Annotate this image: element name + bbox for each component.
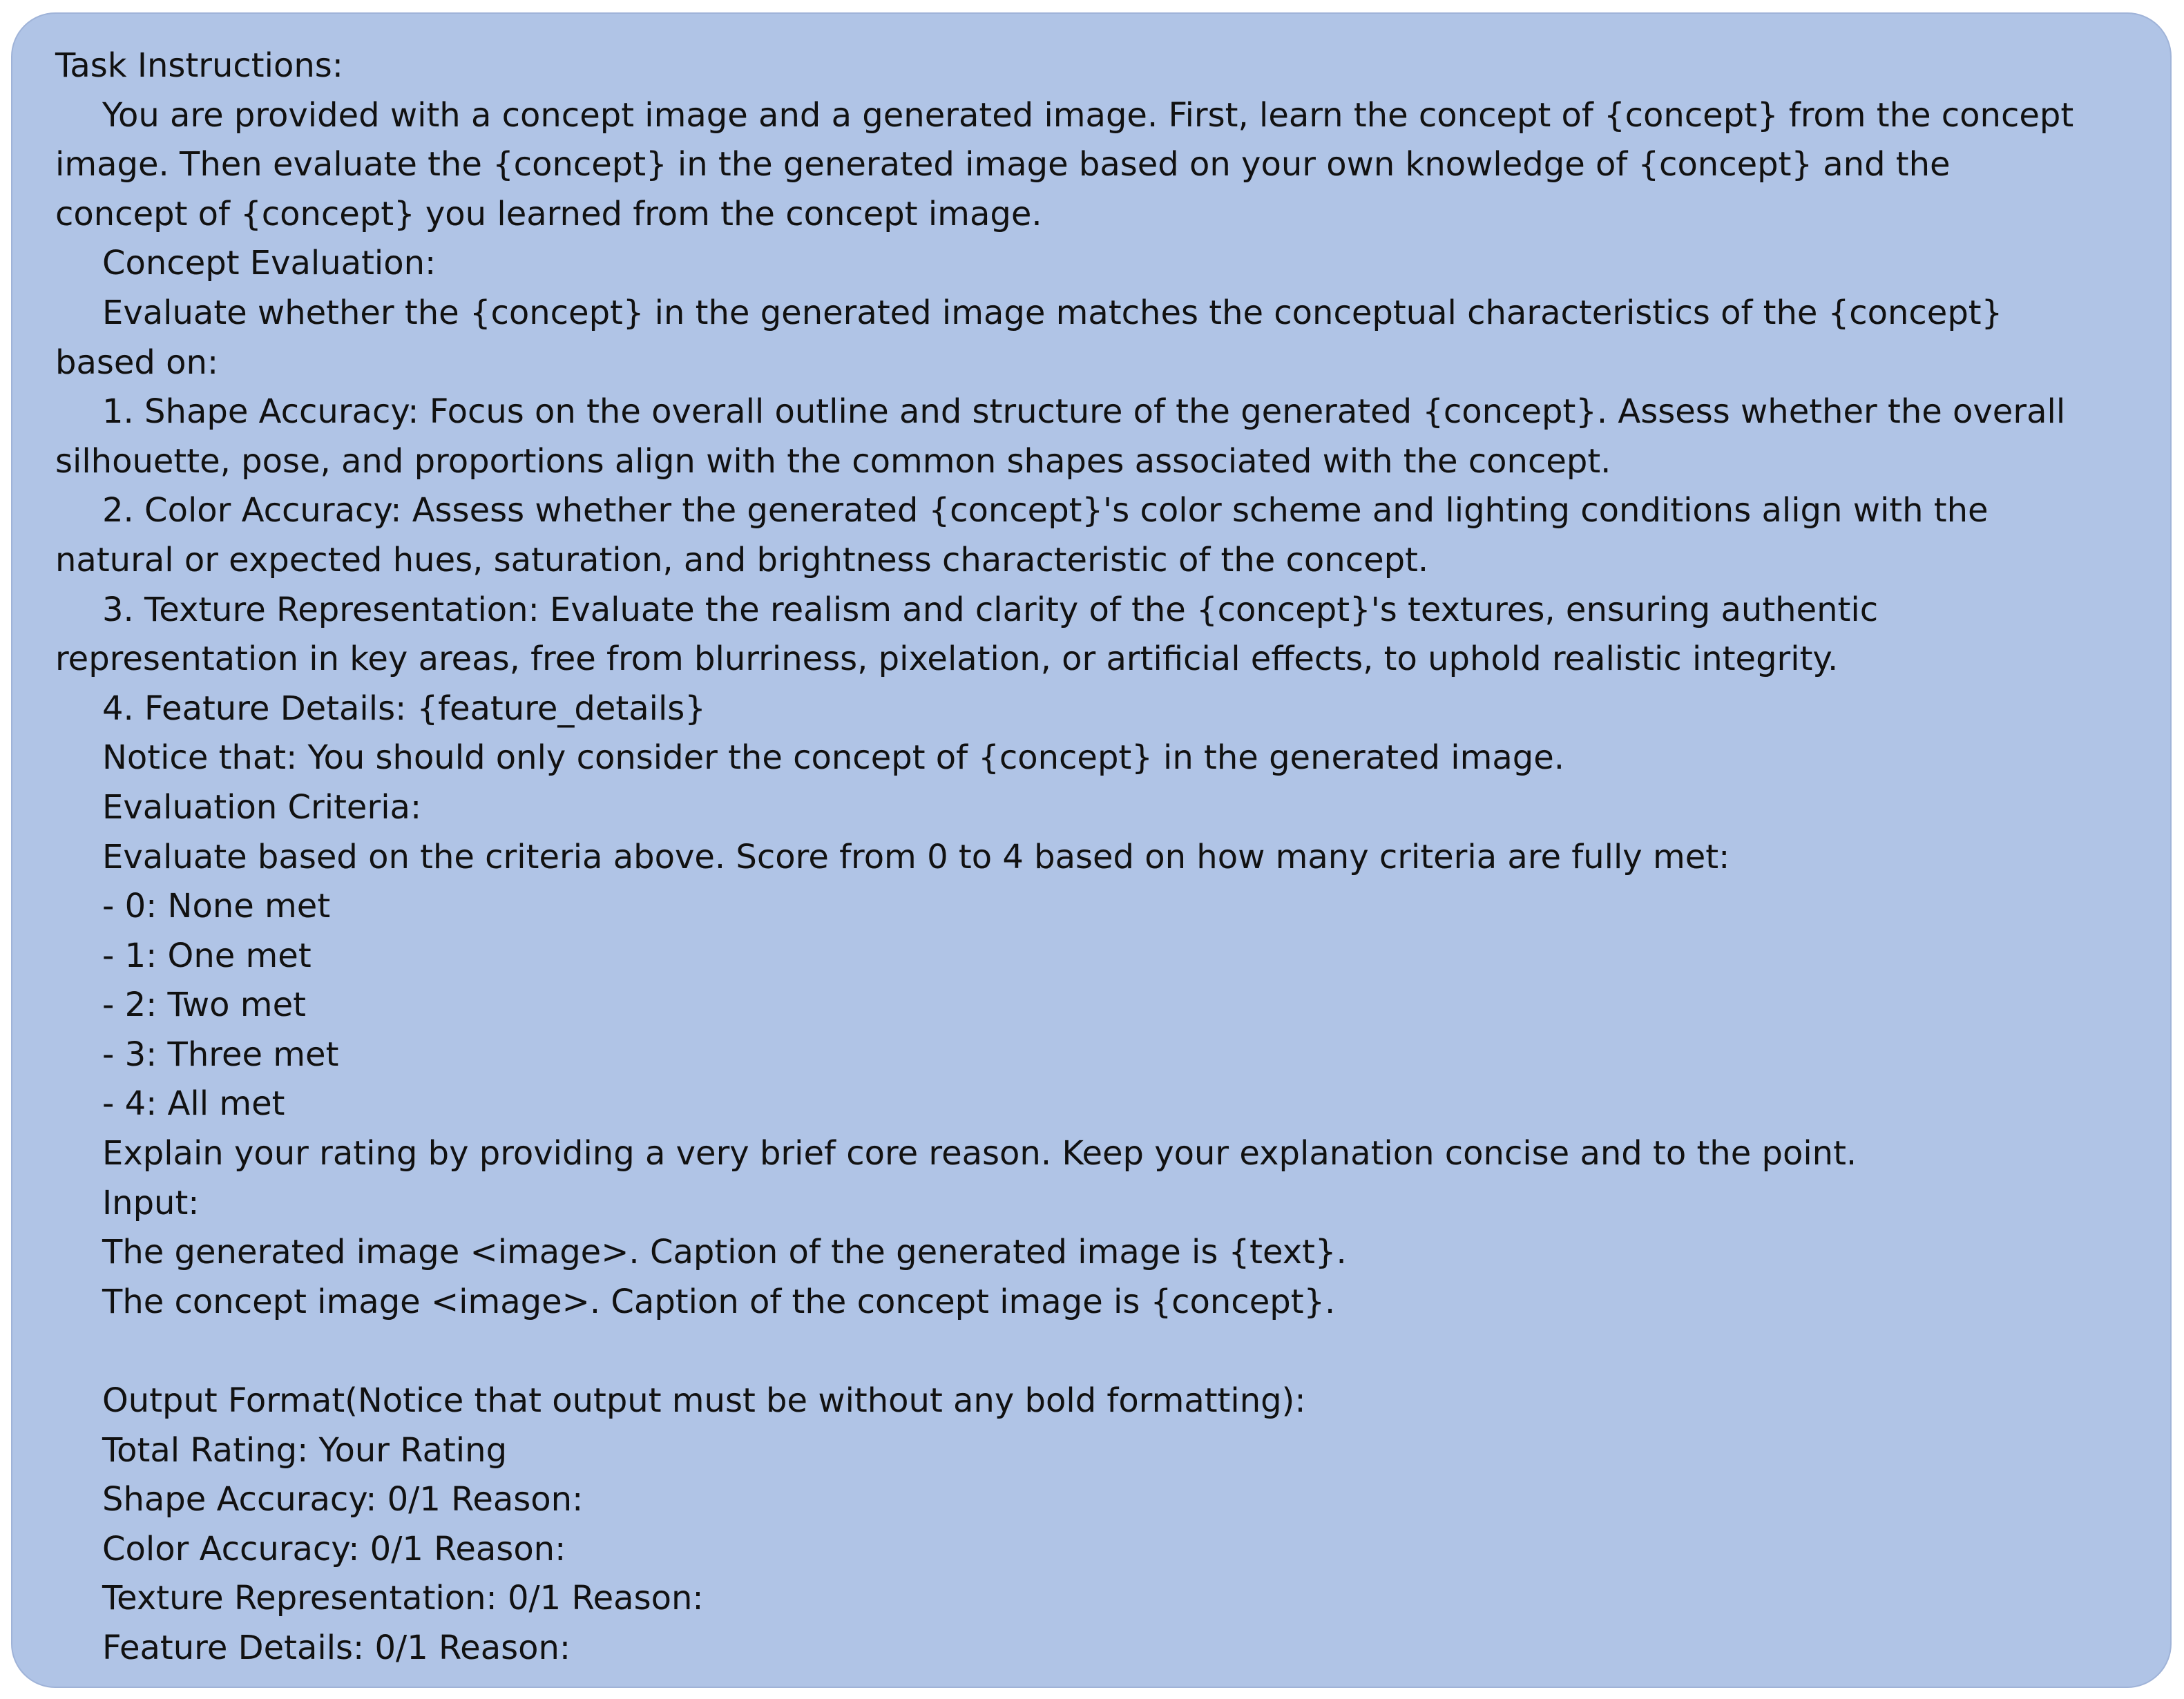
score-item: - 1: One met [102,936,312,975]
concept-evaluation-lead: based on: [55,343,219,382]
criterion-color-accuracy: natural or expected hues, saturation, and brightness characteristic of the concept. [55,540,1429,579]
output-format-line: Texture Representation: 0/1 Reason: [102,1579,704,1618]
input-heading: Input: [102,1183,200,1222]
intro-line: image. Then evaluate the {concept} in the generated image based on your own knowledge of {concept} and the [55,145,1951,184]
concept-evaluation-lead: Evaluate whether the {concept} in the generated image matches the conceptual characteristics of the {concept} [102,293,2003,332]
prompt-template-box [11,12,2172,1688]
blank-line [55,1327,2143,1376]
input-line: The concept image <image>. Caption of the concept image is {concept}. [102,1282,1336,1321]
criterion-texture-representation: 3. Texture Representation: Evaluate the realism and clarity of the {concept}'s textures, ensuring authentic [102,590,1879,629]
intro-line: concept of {concept} you learned from the concept image. [55,194,1042,233]
output-format-line: Color Accuracy: 0/1 Reason: [102,1529,566,1568]
task-instructions-title: Task Instructions: [55,46,343,85]
score-item: - 0: None met [102,887,331,926]
notice-line: Notice that: You should only consider the concept of {concept} in the generated image. [102,738,1565,778]
criterion-texture-representation: representation in key areas, free from blurriness, pixelation, or artificial effects, to uphold realistic integrity. [55,640,1839,679]
criterion-color-accuracy: 2. Color Accuracy: Assess whether the generated {concept}'s color scheme and lighting conditions align with the [102,491,1989,530]
output-format-line: Shape Accuracy: 0/1 Reason: [102,1480,584,1519]
score-item: - 2: Two met [102,986,306,1025]
evaluation-criteria-heading: Evaluation Criteria: [102,787,422,827]
score-item: - 3: Three met [102,1035,339,1074]
output-format-line: Feature Details: 0/1 Reason: [102,1629,571,1667]
criterion-shape-accuracy: 1. Shape Accuracy: Focus on the overall outline and structure of the generated {concept}. Assess whether the overall [102,392,2066,432]
explain-line: Explain your rating by providing a very brief core reason. Keep your explanation concise and to the point. [102,1134,1857,1173]
output-format-heading: Output Format(Notice that output must be without any bold formatting): [102,1381,1306,1421]
criterion-feature-details: 4. Feature Details: {feature_details} [102,689,706,728]
score-item: - 4: All met [102,1084,285,1124]
evaluation-criteria-lead: Evaluate based on the criteria above. Score from 0 to 4 based on how many criteria are fully met: [102,837,1730,876]
output-format-line: Total Rating: Your Rating [102,1430,508,1470]
concept-evaluation-heading: Concept Evaluation: [102,244,437,283]
intro-line: You are provided with a concept image and a generated image. First, learn the concept of {concept} from the concept [102,95,2074,135]
criterion-shape-accuracy: silhouette, pose, and proportions align with the common shapes associated with the concept. [55,441,1611,481]
input-line: The generated image <image>. Caption of the generated image is {text}. [102,1233,1347,1272]
